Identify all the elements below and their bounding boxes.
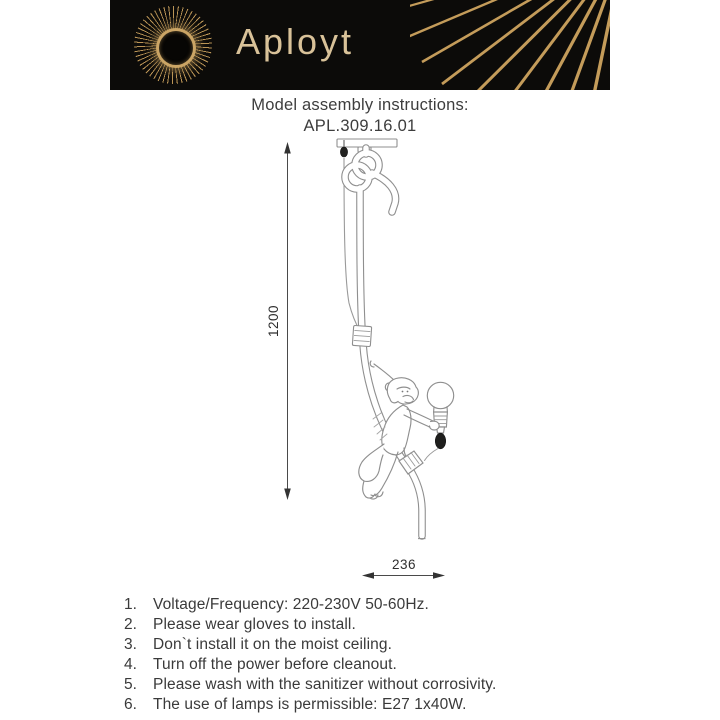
list-item bbox=[124, 635, 604, 655]
item-number: 5. bbox=[124, 676, 137, 693]
item-number: 6. bbox=[124, 696, 137, 713]
brand-logotype: Aployt bbox=[236, 21, 355, 62]
cord-grip bbox=[340, 147, 347, 157]
rope-band bbox=[352, 325, 371, 346]
width-dimension bbox=[362, 557, 445, 579]
list-item bbox=[124, 615, 604, 635]
item-text: Voltage/Frequency: 220-230V 50-60Hz. bbox=[153, 596, 429, 613]
bulb-connector bbox=[435, 433, 445, 449]
item-number: 2. bbox=[124, 616, 137, 633]
item-text: The use of lamps is permissible: E27 1x40W. bbox=[153, 696, 467, 713]
item-text: Turn off the power before cleanout. bbox=[153, 656, 397, 673]
height-dimension-label: 1200 bbox=[266, 304, 281, 338]
item-number: 4. bbox=[124, 656, 137, 673]
list-item bbox=[124, 655, 604, 675]
list-item bbox=[124, 595, 604, 615]
page-title: Model assembly instructions: bbox=[251, 96, 469, 114]
item-number: 1. bbox=[124, 596, 137, 613]
monkey-head bbox=[385, 378, 418, 404]
list-item bbox=[124, 675, 604, 695]
list-item bbox=[124, 695, 604, 715]
item-number: 3. bbox=[124, 636, 137, 653]
item-text: Please wash with the sanitizer without corrosivity. bbox=[153, 676, 497, 693]
item-text: Please wear gloves to install. bbox=[153, 616, 356, 633]
model-number: APL.309.16.01 bbox=[303, 117, 417, 135]
instruction-list bbox=[124, 595, 604, 715]
height-dimension bbox=[266, 142, 291, 500]
item-text: Don`t install it on the moist ceiling. bbox=[153, 636, 392, 653]
width-dimension-label: 236 bbox=[391, 557, 417, 572]
